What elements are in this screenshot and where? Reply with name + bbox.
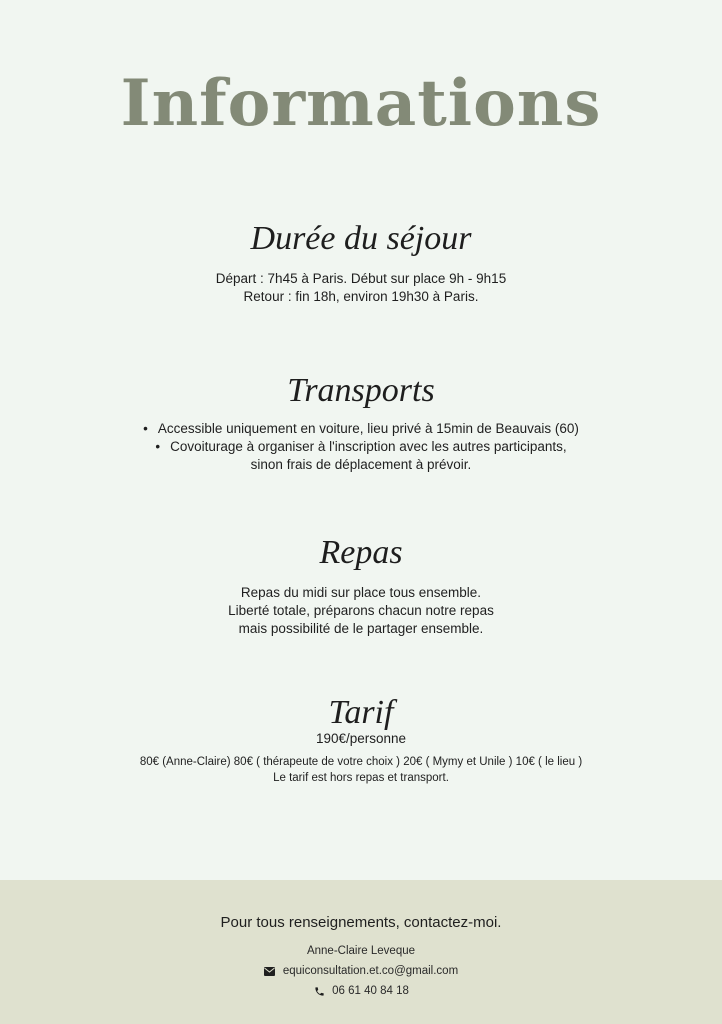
contact-name: Anne-Claire Leveque <box>306 945 416 957</box>
repas-line: mais possibilité de le partager ensemble. <box>238 621 484 636</box>
list-item: • Accessible uniquement en voiture, lieu privé à 15min de Beauvais (60) <box>143 421 579 436</box>
contact-phone[interactable] <box>0 985 722 997</box>
tarif-detail: 80€ (Anne-Claire) 80€ ( thérapeute de votre choix ) 20€ ( Mymy et Unile ) 10€ ( le lieu ) <box>139 756 583 768</box>
page-title: Informations <box>120 66 602 141</box>
envelope-icon <box>264 965 276 977</box>
repas-line: Liberté totale, préparons chacun notre repas <box>228 603 494 618</box>
repas-line: Repas du midi sur place tous ensemble. <box>240 585 482 600</box>
section-tarif <box>0 696 722 786</box>
bullet-icon: • <box>155 439 161 454</box>
duree-heading: Durée du séjour <box>250 220 472 257</box>
phone-number[interactable]: 06 61 40 84 18 <box>332 985 409 997</box>
list-item: • Covoiturage à organiser à l'inscription avec les autres participants, <box>155 439 567 454</box>
bullet-icon: • <box>143 421 148 436</box>
repas-heading: Repas <box>319 534 403 571</box>
email-link[interactable]: equiconsultation.et.co@gmail.com <box>282 965 459 977</box>
tarif-note: Le tarif est hors repas et transport. <box>273 772 449 784</box>
tarif-heading: Tarif <box>328 694 394 731</box>
duree-line: Retour : fin 18h, environ 19h30 à Paris. <box>243 289 479 304</box>
duree-line: Départ : 7h45 à Paris. Début sur place 9h - 9h15 <box>215 271 507 286</box>
section-duree <box>0 222 722 306</box>
transports-list <box>0 420 722 474</box>
transports-heading: Transports <box>287 372 435 409</box>
section-repas <box>0 536 722 638</box>
list-item-continuation: sinon frais de déplacement à prévoir. <box>250 457 472 472</box>
tarif-price: 190€/personne <box>315 731 407 746</box>
contact-email[interactable] <box>0 965 722 977</box>
section-transports <box>0 374 722 474</box>
phone-icon <box>313 985 325 997</box>
contact-footer <box>0 880 722 1024</box>
contact-title: Pour tous renseignements, contactez-moi. <box>220 914 502 931</box>
